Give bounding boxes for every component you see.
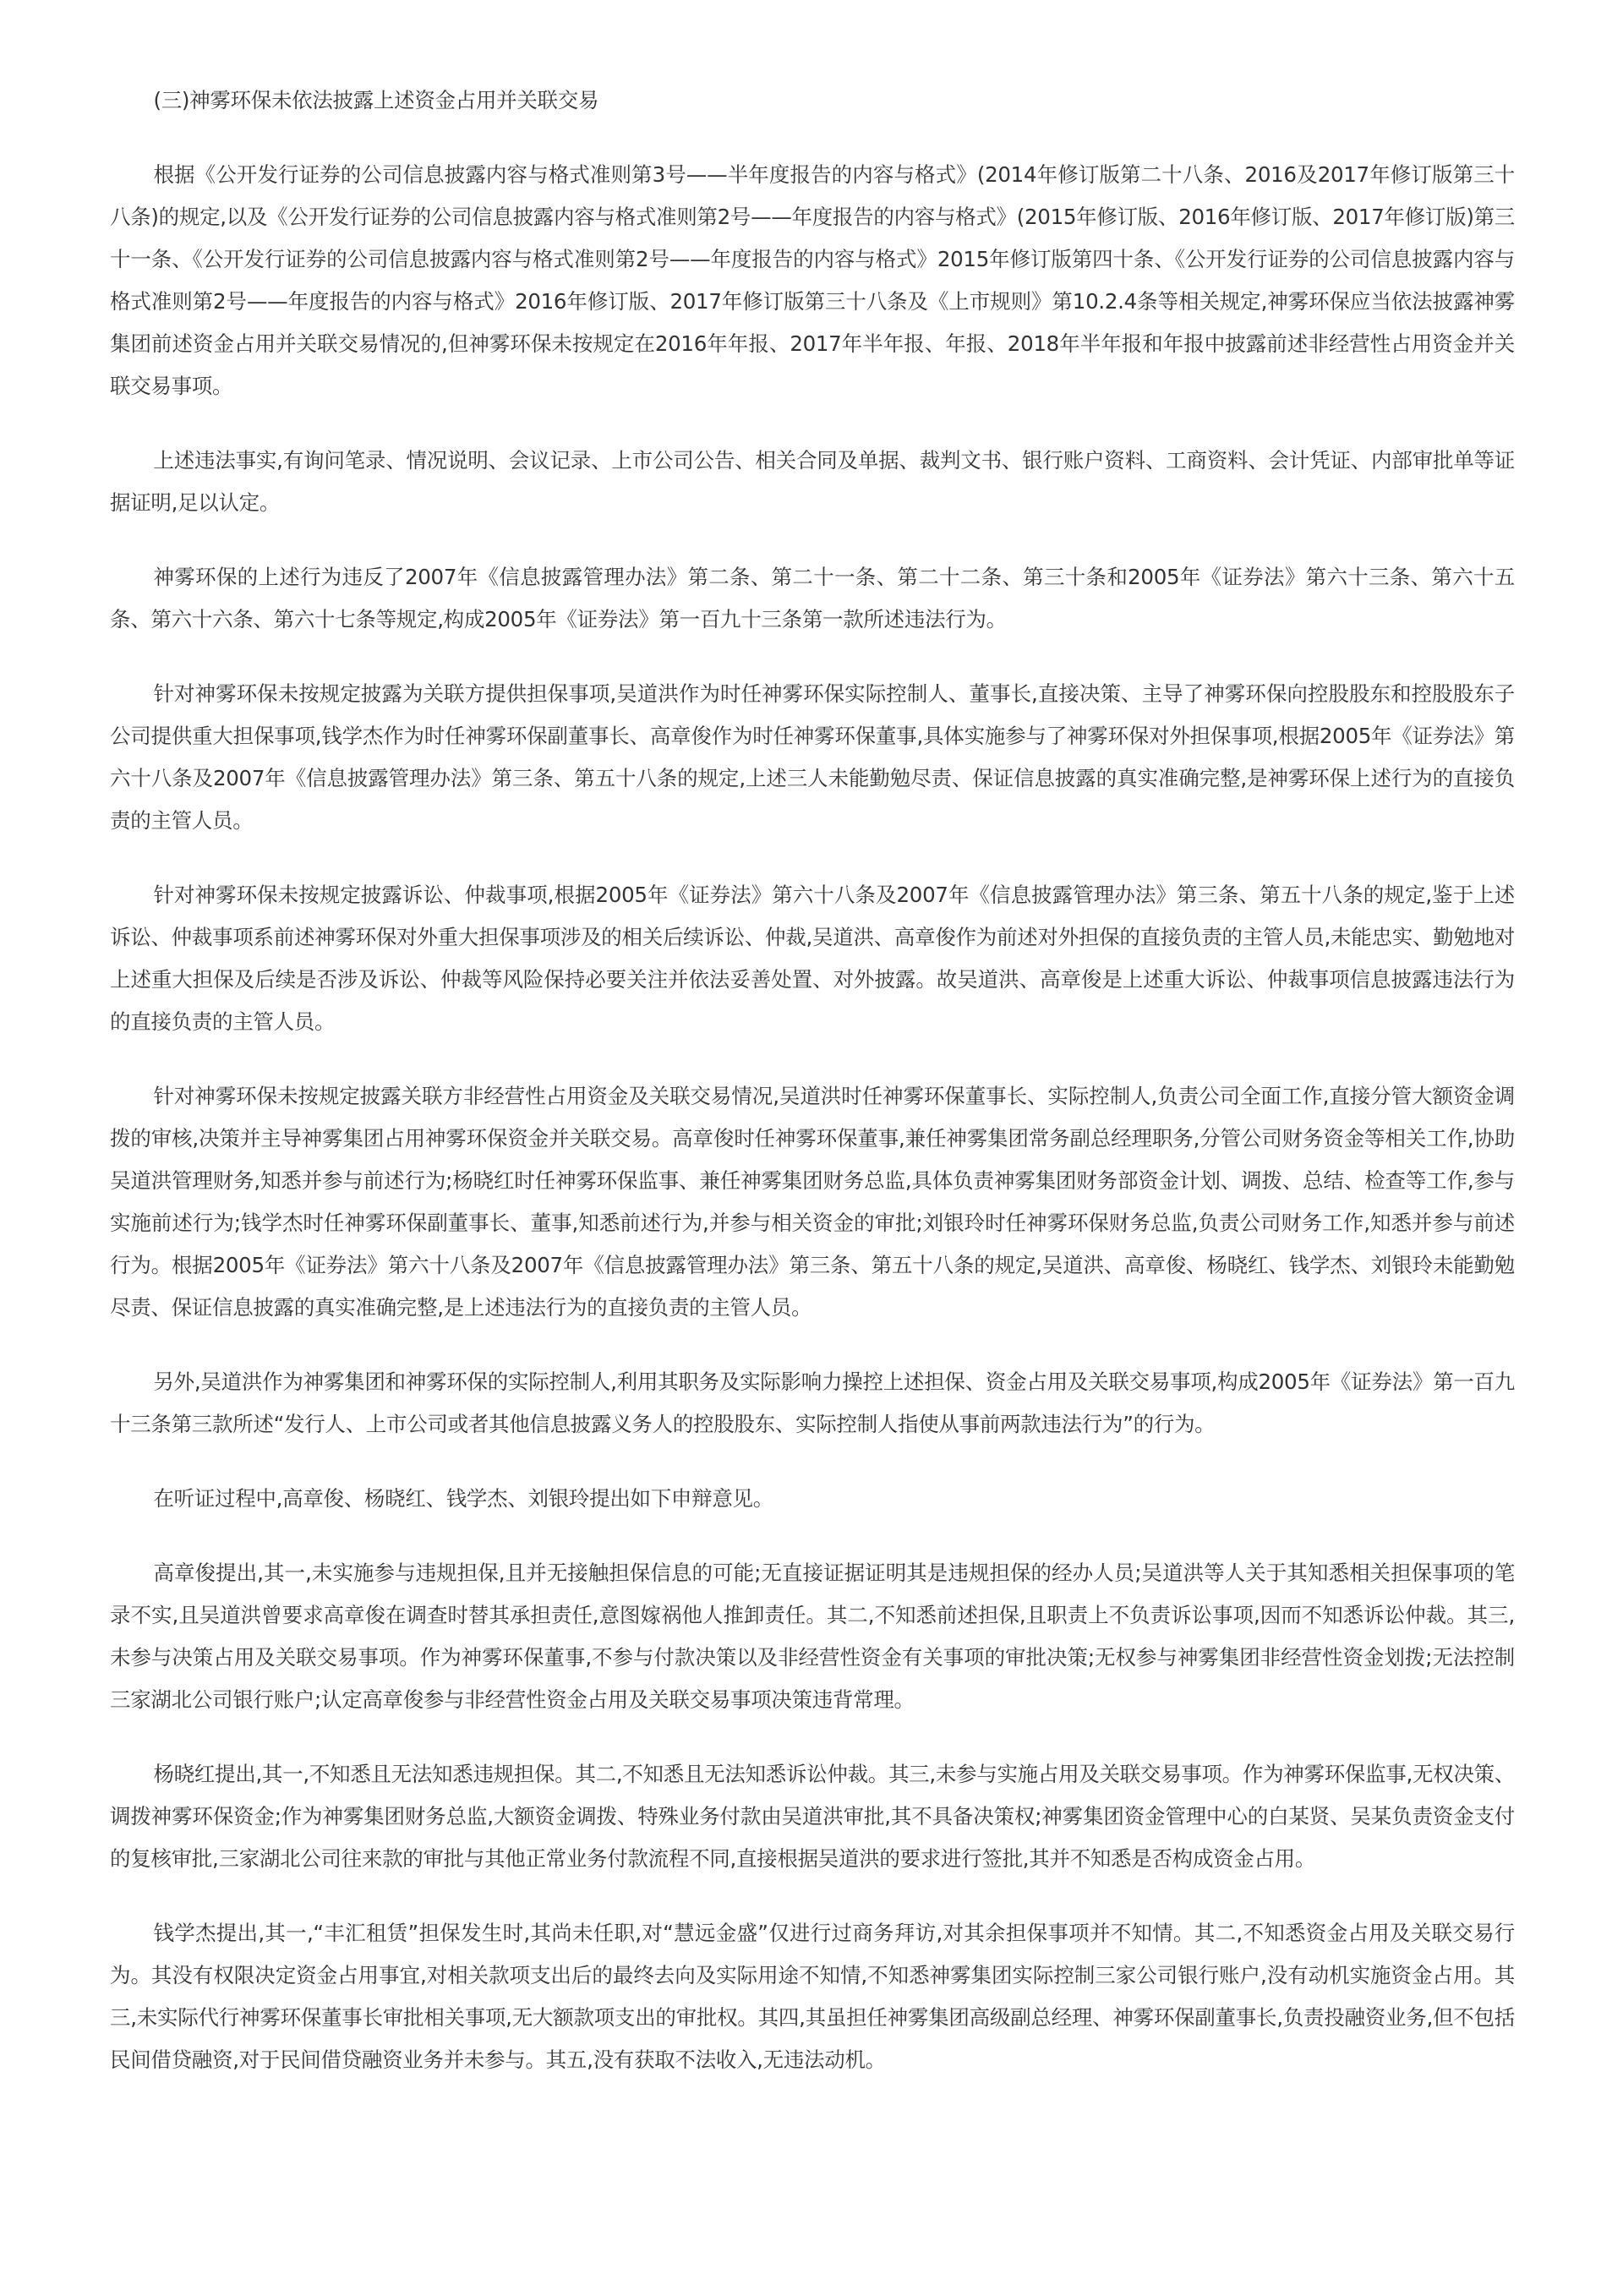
paragraph-defense-gao: 高章俊提出,其一,未实施参与违规担保,且并无接触担保信息的可能;无直接证据证明其是违规担保的经办人员;吴道洪等人关于其知悉相关担保事项的笔录不实,且吴道洪曾要求高章俊在调查时替其承担责任,意图嫁祸他人推卸责任。其二,不知悉前述担保,且职责上不负责诉讼事项,因而不知悉诉讼仲裁。其三,未参与决策占用及关联交易事项。作为神雾环保董事,不参与付款决策以及非经营性资金有关事项的审批决策;无权参与神雾集团非经营性资金划拨;无法控制三家湖北公司银行账户;认定高章俊参与非经营性资金占用及关联交易事项决策违背常理。 xyxy=(110,1561,1515,1712)
paragraph-evidence: 上述违法事实,有询问笔录、情况说明、会议记录、上市公司公告、相关合同及单据、裁判文书、银行账户资料、工商资料、会计凭证、内部审批单等证据证明,足以认定。 xyxy=(110,448,1515,515)
paragraph-disclosure-rules: 根据《公开发行证券的公司信息披露内容与格式准则第3号——半年度报告的内容与格式》(2014年修订版第二十八条、2016及2017年修订版第三十八条)的规定,以及《公开发行证券的公司信息披露内容与格式准则第2号——年度报告的内容与格式》(2015年修订版、2016年修订版、2017年修订版)第三十一条、《公开发行证券的公司信息披露内容与格式准则第2号——年度报告的内容与格式》2015年修订版第四十条、《公开发行证券的公司信息披露内容与格式准则第2号——年度报告的内容与格式》2016年修订版、2017年修订版第三十八条及《上市规则》第10.2.4条等相关规定,神雾环保应当依法披露神雾集团前述资金占用并关联交易情况的,但神雾环保未按规定在2016年年报、2017年半年报、年报、2018年半年报和年报中披露前述非经营性占用资金并关联交易事项。 xyxy=(110,162,1515,398)
paragraph-hearing-intro: 在听证过程中,高章俊、杨晓红、钱学杰、刘银玲提出如下申辩意见。 xyxy=(153,1486,773,1511)
paragraph-defense-yang: 杨晓红提出,其一,不知悉且无法知悉违规担保。其二,不知悉且无法知悉诉讼仲裁。其三,未参与实施占用及关联交易事项。作为神雾环保监事,无权决策、调拨神雾环保资金;作为神雾集团财务总监,大额资金调拨、特殊业务付款由吴道洪审批,其不具备决策权;神雾集团资金管理中心的白某贤、吴某负责资金支付的复核审批,三家湖北公司往来款的审批与其他正常业务付款流程不同,直接根据吴道洪的要求进行签批,其并不知悉是否构成资金占用。 xyxy=(110,1762,1515,1871)
paragraph-actual-controller: 另外,吴道洪作为神雾集团和神雾环保的实际控制人,利用其职务及实际影响力操控上述担保、资金占用及关联交易事项,构成2005年《证券法》第一百九十三条第三款所述“发行人、上市公司或者其他信息披露义务人的控股股东、实际控制人指使从事前两款违法行为”的行为。 xyxy=(110,1369,1515,1436)
paragraph-violation: 神雾环保的上述行为违反了2007年《信息披露管理办法》第二条、第二十一条、第二十二条、第三十条和2005年《证券法》第六十三条、第六十五条、第六十六条、第六十七条等规定,构成2005年《证券法》第一百九十三条第一款所述违法行为。 xyxy=(110,565,1515,631)
paragraph-fund-occupation-responsibility: 针对神雾环保未按规定披露关联方非经营性占用资金及关联交易情况,吴道洪时任神雾环保董事长、实际控制人,负责公司全面工作,直接分管大额资金调拨的审核,决策并主导神雾集团占用神雾环保资金并关联交易。高章俊时任神雾环保董事,兼任神雾集团常务副总经理职务,分管公司财务资金等相关工作,协助吴道洪管理财务,知悉并参与前述行为;杨晓红时任神雾环保监事、兼任神雾集团财务总监,具体负责神雾集团财务部资金计划、调拨、总结、检查等工作,参与实施前述行为;钱学杰时任神雾环保副董事长、董事,知悉前述行为,并参与相关资金的审批;刘银玲时任神雾环保财务总监,负责公司财务工作,知悉并参与前述行为。根据2005年《证券法》第六十八条及2007年《信息披露管理办法》第三条、第五十八条的规定,吴道洪、高章俊、杨晓红、钱学杰、刘银玲未能勤勉尽责、保证信息披露的真实准确完整,是上述违法行为的直接负责的主管人员。 xyxy=(110,1084,1515,1320)
document-body xyxy=(110,79,1515,2081)
section-heading: (三)神雾环保未依法披露上述资金占用并关联交易 xyxy=(153,88,599,112)
paragraph-guarantee-responsibility: 针对神雾环保未按规定披露为关联方提供担保事项,吴道洪作为时任神雾环保实际控制人、董事长,直接决策、主导了神雾环保向控股股东和控股股东子公司提供重大担保事项,钱学杰作为时任神雾环保副董事长、高章俊作为时任神雾环保董事,具体实施参与了神雾环保对外担保事项,根据2005年《证券法》第六十八条及2007年《信息披露管理办法》第三条、第五十八条的规定,上述三人未能勤勉尽责、保证信息披露的真实准确完整,是神雾环保上述行为的直接负责的主管人员。 xyxy=(110,681,1515,833)
paragraph-defense-qian: 钱学杰提出,其一,“丰汇租赁”担保发生时,其尚未任职,对“慧远金盛”仅进行过商务拜访,对其余担保事项并不知情。其二,不知悉资金占用及关联交易行为。其没有权限决定资金占用事宜,对相关款项支出后的最终去向及实际用途不知情,不知悉神雾集团实际控制三家公司银行账户,没有动机实施资金占用。其三,未实际代行神雾环保董事长审批相关事项,无大额款项支出的审批权。其四,其虽担任神雾集团高级副总经理、神雾环保副董事长,负责投融资业务,但不包括民间借贷融资,对于民间借贷融资业务并未参与。其五,没有获取不法收入,无违法动机。 xyxy=(110,1921,1515,2072)
paragraph-litigation-responsibility: 针对神雾环保未按规定披露诉讼、仲裁事项,根据2005年《证券法》第六十八条及2007年《信息披露管理办法》第三条、第五十八条的规定,鉴于上述诉讼、仲裁事项系前述神雾环保对外重大担保事项涉及的相关后续诉讼、仲裁,吴道洪、高章俊作为前述对外担保的直接负责的主管人员,未能忠实、勤勉地对上述重大担保及后续是否涉及诉讼、仲裁等风险保持必要关注并依法妥善处置、对外披露。故吴道洪、高章俊是上述重大诉讼、仲裁事项信息披露违法行为的直接负责的主管人员。 xyxy=(110,883,1515,1034)
